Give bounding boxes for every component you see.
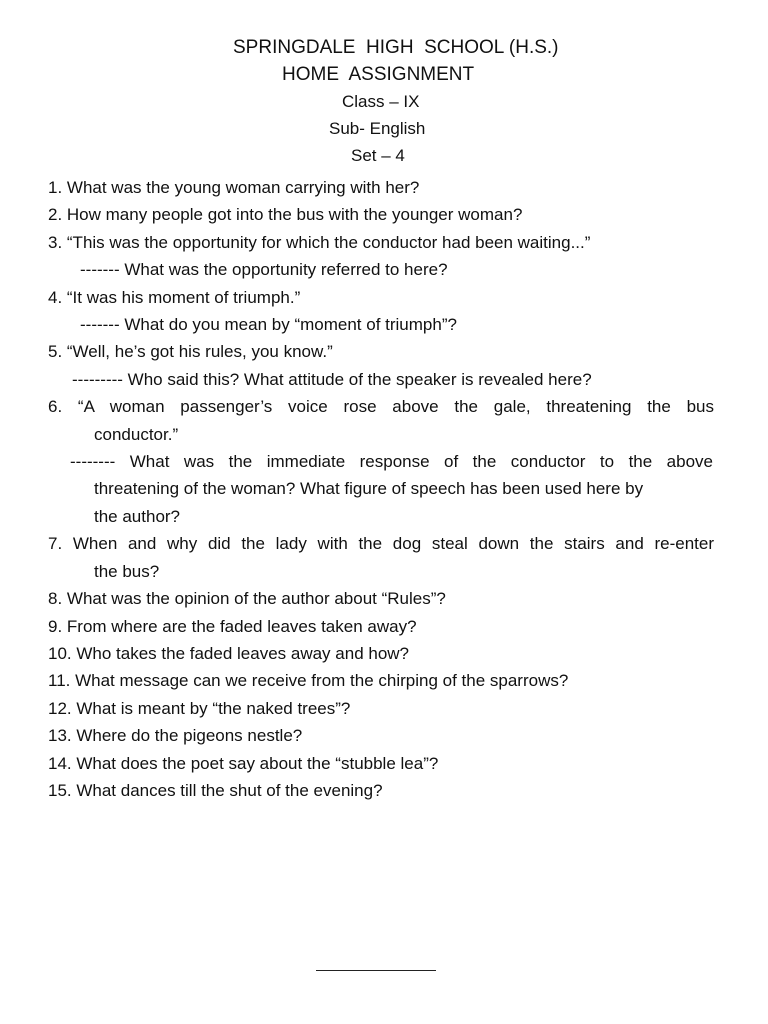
assignment-title: HOME ASSIGNMENT	[282, 64, 475, 85]
question-subtext: ------- What do you mean by “moment of triumph”?	[80, 315, 457, 335]
question-12	[0, 695, 768, 722]
question-text: 7. When and why did the lady with the dog steal down the stairs and re-enter	[48, 534, 714, 554]
question-text: 6. “A woman passenger’s voice rose above the gale, threatening the bus	[48, 397, 714, 417]
question-10	[0, 640, 768, 667]
question-13	[0, 722, 768, 749]
subject-label: Sub- English	[329, 119, 426, 138]
question-text: 5. “Well, he’s got his rules, you know.”	[48, 342, 333, 362]
question-text: 8. What was the opinion of the author about “Rules”?	[48, 589, 446, 609]
question-14	[0, 750, 768, 777]
question-11	[0, 667, 768, 694]
question-text: 3. “This was the opportunity for which the conductor had been waiting...”	[48, 232, 591, 252]
end-line-divider	[316, 970, 436, 971]
question-8	[0, 585, 768, 612]
question-text: 11. What message can we receive from the chirping of the sparrows?	[48, 671, 569, 691]
question-4	[0, 284, 768, 339]
question-text: 9. From where are the faded leaves taken away?	[48, 616, 417, 636]
question-subtext-continued: the author?	[94, 506, 181, 526]
question-text: 15. What dances till the shut of the evening?	[48, 780, 383, 800]
question-3	[0, 229, 768, 284]
question-6	[0, 393, 768, 530]
question-text: 10. Who takes the faded leaves away and how?	[48, 643, 410, 663]
question-15	[0, 777, 768, 804]
question-list	[0, 174, 768, 804]
question-text: 2. How many people got into the bus with the younger woman?	[48, 205, 523, 225]
question-subtext: --------- Who said this? What attitude of the speaker is revealed here?	[72, 369, 592, 389]
set-label: Set – 4	[351, 146, 405, 165]
question-5	[0, 338, 768, 393]
question-text: 1. What was the young woman carrying with her?	[48, 178, 420, 197]
question-text: 14. What does the poet say about the “stubble lea”?	[48, 753, 439, 773]
question-subtext: -------- What was the immediate response of the conductor to the above	[70, 452, 713, 472]
school-name: SPRINGDALE HIGH SCHOOL (H.S.)	[233, 37, 559, 58]
question-text-continued: the bus?	[94, 561, 160, 581]
class-label: Class – IX	[342, 92, 420, 111]
question-text: 4. “It was his moment of triumph.”	[48, 287, 301, 307]
question-7	[0, 530, 768, 585]
question-1	[0, 174, 768, 201]
question-subtext: ------- What was the opportunity referred to here?	[80, 260, 448, 280]
question-9	[0, 613, 768, 640]
question-text: 12. What is meant by “the naked trees”?	[48, 698, 351, 718]
question-2	[0, 201, 768, 228]
question-text-continued: conductor.”	[94, 424, 179, 444]
document-header	[0, 34, 768, 169]
question-subtext-continued: threatening of the woman? What figure of speech has been used here by	[94, 479, 644, 499]
question-text: 13. Where do the pigeons nestle?	[48, 726, 303, 746]
